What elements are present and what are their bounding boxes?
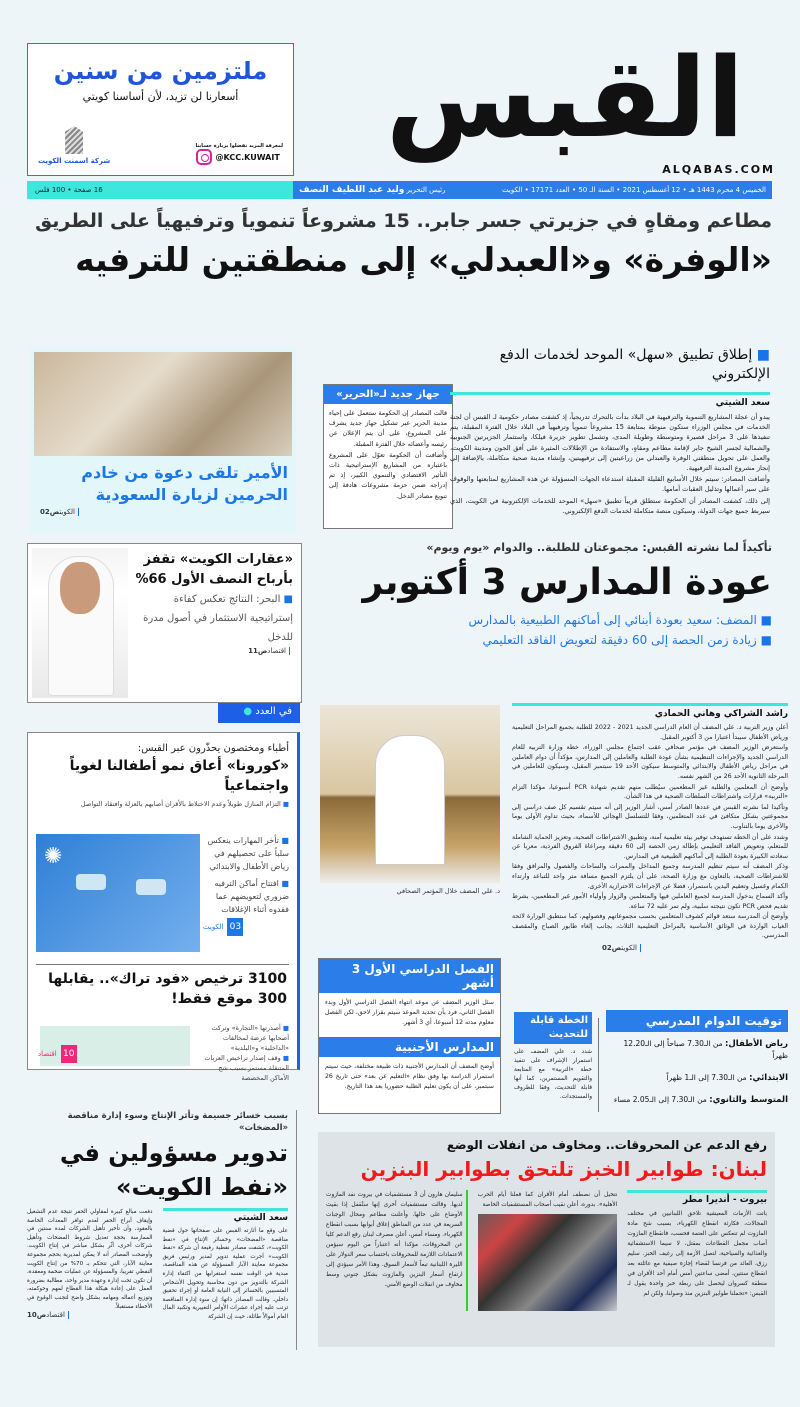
- amir-photo: [34, 352, 292, 456]
- lebanon-story: [318, 1132, 775, 1347]
- lebanon-body-col1: باتت الأزمات المعيشية تلاحق اللبنانيين في مختلف المجالات، فكارثة انقطاع الكهرباء، بسبب شح مادة المازوت لم تنعكس على العتمة فحسب، فانقطاع المازوت أصاب مجمل القطاعات بمقتل، لا سيما الاستشفائية والغذائية والسياحية، لتصل الأزمة إلى رغيف الخبز. سليم رزق، العائد من فرنسا لقضاء إجازة صيفية مع عائلته بعد انقطاع سنتين، أمضى ساعتين أمس أمام أحد الأفران في منطقة كسروان ليحصل على ربطة خبز واحدة يقول لـ القبس: «تحملنا طوابير البنزين منذ وصولنا، ولكن لم: [627, 1211, 767, 1297]
- instagram-icon: [196, 149, 212, 165]
- foodtruck-headline[interactable]: 3100 ترخيص «فود تراك».. يقابلها 300 موقع فقط!: [48, 971, 287, 1007]
- silk-body-1: قالت المصادر إن الحكومة ستعمل على إحياء مدينة الحرير عبر تشكيل جهاز جديد يشرف على المشروع، على أن يتم الإعلان عن رئيسه وأعضائه خلال الفترة المقبلة.: [329, 409, 447, 448]
- corona-headline[interactable]: «كورونا» أعاق نمو أطفالنا لغوياً واجتماعياً: [69, 758, 289, 794]
- real-estate-headline[interactable]: «عقارات الكويت» تقفز بأرباح النصف الأول 66%: [135, 552, 293, 587]
- section-label: اقتصاد: [46, 1311, 69, 1319]
- lead-headline[interactable]: «الوفرة» و«العبدلي» إلى منطقتين للترفيه: [75, 240, 772, 279]
- timing-value: من الـ7.30 إلى الـ1 ظهراً: [666, 1073, 747, 1082]
- divider: [598, 1018, 599, 1112]
- plan-box: [514, 1012, 592, 1102]
- timing-label: المتوسط والثانوي:: [709, 1095, 788, 1105]
- timing-row: [606, 1094, 788, 1106]
- children-masks-photo: [36, 834, 200, 952]
- real-estate-story[interactable]: [27, 543, 302, 703]
- foodtruck-side-bullet: ■ وقف إصدار تراخيص العربات المتنقلة مستمر بسبب شح الأماكن المخصصة: [203, 1053, 289, 1083]
- website-url[interactable]: ALQABAS.COM: [662, 163, 775, 176]
- schools-body: وأكد السماح بدخول المدرسة لجميع العاملين فيها والمتعلمين والزوار وأولياء الأمور غير المطعمين، بشرط تقديم فحص PCR تكون نتيجته سلبية، ولم تمر عليه 72 ساعة.: [512, 893, 788, 910]
- lead-author: سعد الشيتي: [715, 398, 770, 408]
- virus-icon: ✺: [44, 844, 63, 869]
- schools-body: وأوضح أن المدرسة ستعد قوائم كشوف المتعلمين بحسب مجموعاتهم وفصولهم، كما ستطبق الوزارة لائحة الغياب الواردة في الوثائق الأساسية بالمراحل التعليمية الثلاث، بجانب إلغاء طابور الصباح والمقصف المدرسي.: [512, 913, 788, 940]
- lead-bullet: ■ إطلاق تطبيق «سهل» الموحد لخدمات الدفع الإلكتروني: [450, 346, 770, 384]
- page-number: ص11: [248, 647, 268, 655]
- amir-page-ref: [30, 508, 296, 516]
- section-label: اقتصاد: [38, 1050, 57, 1058]
- section-label: الكويت: [621, 944, 641, 952]
- lebanon-kicker: رفع الدعم عن المحروقات.. ومخاوف من انفلات الوضع: [446, 1138, 767, 1152]
- sun-icon: ●: [243, 706, 253, 717]
- editor-name: وليد عبد اللطيف النصف: [299, 185, 405, 195]
- pages-price: 16 صفحة • 100 فلس: [35, 186, 103, 194]
- corona-kicker: أطباء ومختصون يحذّرون عبر القبس:: [137, 743, 289, 754]
- page-number[interactable]: 10: [61, 1045, 77, 1063]
- lead-kicker: مطاعم ومقاهٍ في جزيرتي جسر جابر.. 15 مشروعاً تنموياً وترفيهياً على الطريق: [35, 210, 772, 232]
- section-label: اقتصاد: [267, 647, 290, 655]
- oil-kicker: بسبب خسائر جسيمة وتأثر الإنتاج وسوء إدارة مناقصة «المضخات»: [67, 1111, 288, 1133]
- photo-caption: د. علي المضف خلال المؤتمر الصحافي: [396, 887, 500, 895]
- schools-body: وأوضح أن المعلمين والطلبة غير المطعمين سيُطلب منهم تقديم شهادة PCR أسبوعيا، مؤكدا التزام «التربية» قرارات واشتراطات السلطات الصحية في هذا الشأن.: [512, 783, 788, 801]
- page-number: ص02: [602, 944, 622, 953]
- foodtruck-side-bullet: ■ أصدرتها «التجارة» وتركت أصحابها عرضة لمخالفات «الداخلية» و«البلدية»: [203, 1023, 289, 1053]
- oil-body-col2: دفعت مبالغ كبيرة لمقاولي الحفر نتيجة عدم التشغيل وإيقاف أبراج الحفر لعدم توافر المعدات الخاصة بالعقود، وأن تأخير تأهيل الشركات لمدة سنتين في الممارسة بحجة تعديل شروط المضخات وتأهيل شركات أخرى، أثّر بشكل مباشر في إنتاج الكويت. وأوضحت المصادر أنه لا يمكن لمديرية بحجم مجموعة معاينة الآبار، التي تتحكم بـ 70% من إنتاج الكويت النفطي تقريبا، والمسؤولة عن عمليات ضخمة ومعقدة، أن تكون تحت إدارة وعهدة مدير واحد، مطالبة بضرورة العمل على إعادة هيكلة هذا القطاع لمهم وحوكمته، وتوزيع أعماله ومهامه بشكل واضح لتجنب الوقوع في الأخطاء مستقبلاً.: [27, 1209, 153, 1310]
- section-label: الكويت: [59, 508, 79, 516]
- kcc-logo-icon: [65, 126, 83, 154]
- lead-heading-block: [27, 207, 772, 285]
- page-number[interactable]: 03: [227, 918, 243, 936]
- foreign-schools-title: المدارس الأجنبية: [319, 1037, 500, 1057]
- timing-label: الابتدائي:: [749, 1073, 788, 1083]
- ad-headline: ملتزمين من سنين: [53, 57, 268, 85]
- minister-photo: [320, 705, 500, 883]
- silk-body-2: وأضافت أن الحكومة تعوّل على المشروع باعتباره من المشاريع الإستراتيجية ذات التأثير الاقتصادي والتنموي الكبير، إذ تم إدراجه ضمن حزمة مشروعات هادفة إلى تنويع مصادر الدخل.: [329, 450, 447, 500]
- ad-tagline: أسعارنا لن تزيد، لأن أساسنا كويتي: [82, 90, 239, 103]
- lebanon-author: بيروت - أنديرا مطر: [682, 1195, 767, 1205]
- in-issue-box: [27, 732, 300, 1082]
- oil-author: سعد الشيتي: [233, 1213, 288, 1223]
- queue-photo: [478, 1214, 618, 1311]
- section-label: الكويت: [203, 923, 224, 931]
- lebanon-body-col2: نتخيل أن نصطف أمام الأفران كما فعلنا أيام الحرب الأهلية». بدوره، أعلن نقيب أصحاب المستشفيات الخاصة: [477, 1192, 618, 1208]
- schools-headline[interactable]: عودة المدارس 3 أكتوبر: [362, 562, 772, 603]
- schools-body: واستعرض الوزير المضف في مؤتمر صحافي عقب اجتماع مجلس الوزراء، خطة وزارة التربية للعام الدراسي الجديد والإجراءات التنظيمية بشأن عودة الطلبة والعاملين إلى المدارس، مؤكداً أن دوام العاملين في مراحل رياض الأطفال والابتدائي والمتوسط سيكون الأحد 19 سبتمبر المقبل، وسيكون للعاملين في المرحلة الثانوية الأحد 26 من الشهر نفسه.: [512, 744, 788, 780]
- editor-label: رئيس التحرير: [406, 186, 446, 194]
- schools-heading-block: [310, 540, 772, 650]
- page-number: ص10: [27, 1311, 47, 1320]
- timing-row: [606, 1072, 788, 1084]
- timing-value: من الـ7.30 صباحاً إلى الـ12.20 ظهراً: [623, 1039, 788, 1060]
- schools-body: وذكر المضف أنه سيتم تنظيم المدرسة وجميع المداخل والممرات والساحات والفصول والمرافق وفقا للاشتراطات الصحية، بالتعاون مع وزارة الصحة، على أن يلتزم الجميع مسافة متر واحد للتباعد وارتداء الكمام وغسيل وتعقيم اليدين باستمرار، فضلا عن الإجراءات الاحترازية الأخرى.: [512, 863, 788, 890]
- schools-kicker: تأكيداً لما نشرته القبس: مجموعتان للطلبة.. والدوام «يوم ويوم»: [426, 541, 772, 554]
- schools-body: وشدد على أن الخطة تستهدف توفير بيئة تعليمية آمنة، وتطبيق الاشتراطات الصحية، وتعزيز الحماية الشاملة للمتعلم، وتعويض الفاقد التعليمي بإطالة زمن الحصة إلى 60 دقيقة ومراعاة الفروق الفردية، معربا عن سعادته الكبيرة بعودة الطلبة إلى أماكنهم الطبيعية في المدارس.: [512, 833, 789, 860]
- foreign-schools-body: أوضح المضف أن المدارس الأجنبية ذات طبيعة مختلفة، حيث سيتم استمرار الدراسة بها وفق نظام «التعليم عن بعد» حتى تاريخ 26 سبتمبر، على أن يكون تعليم الطلبة حضوريا بعد هذا التاريخ.: [325, 1063, 494, 1091]
- corona-side-bullet: ■ تأخر المهارات ينعكس سلباً على تحصيلهم في رياض الأطفال والابتدائي: [203, 834, 289, 873]
- timing-row: [606, 1038, 788, 1062]
- term-info-box: [318, 958, 501, 1114]
- kcc-advertisement[interactable]: [27, 43, 294, 176]
- silk-city-box: [323, 384, 453, 529]
- newspaper-logo[interactable]: [355, 34, 775, 176]
- in-issue-tab: [218, 703, 300, 723]
- lebanon-body-col3: سليمان هارون أن 3 مستشفيات في بيروت نفد المازوت لديها. وقالت مستشفيات أخرى إنها ستُقفل إذا بقيت الأوضاع على حالها. وأعلنت مطاعم ومحال الوجبات السريعة في عدد من المناطق إغلاق أبوابها بسبب انقطاع الكهرباء. ومساء أمس، أعلن مصرف لبنان رفع الدعم كليا عن المحروقات، مؤكدا أنه اعتباراً من اليوم سيؤمن الاعتمادات اللازمة للمحروقات باحتساب سعر الدولار على الليرة اللبنانية تبعاً لأسعار السوق. وهذا الأمر سيؤدي إلى ارتفاع أسعار البنزين والمازوت بشكل جنوني وسط مخاوف من انفلات الوضع الأمني.: [325, 1192, 463, 1288]
- amir-story[interactable]: [30, 348, 296, 533]
- lead-body-3: إلى ذلك، كشفت المصادر أن الحكومة ستطلق قريباً تطبيق «سهل» الموحد للخدمات الإلكترونية في الكويت، الذي سيربط جميع جهات الدولة، وسيكون منصة متكاملة لخدمات الدفع الإلكتروني.: [450, 496, 770, 515]
- author-divider: [627, 1190, 767, 1193]
- first-term-title: الفصل الدراسي الأول 3 أشهر: [319, 959, 500, 993]
- oil-body-col1: على وقع ما أثارته القبس على صفحاتها حول قضية مناقصة «المضخات» وخسائر الإنتاج في «نفط الكويت»، كشفت مصادر نفطية رفيعة أن شركة «نفط الكويت» أجرت عملية تدوير لمدير ورئيس فريق مجموعة معاينة الآبار المسؤولة عن هذه المناقصة، مبدية في الوقت نفسه استغرابها من اكتفاء إدارة الشركة بالتدوير من دون محاسبة وتحويل الأشخاص المتسببين بالخسائر إلى النيابة العامة أو إجراء تحقيق داخلي. وقالت المصادر ذاتها: إن سوء إدارة المناقصة ترتب عليه إجراء عشرات الأوامر التغييرية وتكبيد المال العام أموالاً طائلة، حيث إن الشركة: [162, 1228, 288, 1320]
- schools-bullet: ■ المضف: سعيد بعودة أبنائي إلى أماكنهم الطبيعية بالمدارس: [310, 610, 772, 630]
- schools-body: أعلن وزير التربية د. علي المضف أن العام الدراسي الجديد 2021 - 2022 للطلبة بجميع المراحل التعليمية ورياض الأطفال سيبدأ اعتبارا من 3 أكتوبر المقبل.: [512, 724, 788, 741]
- schools-article: [512, 703, 788, 952]
- instagram-handle[interactable]: @KCC.KUWAIT: [215, 152, 280, 162]
- author-divider: [512, 703, 788, 706]
- portrait-photo: [32, 548, 128, 698]
- plan-body: شدد د. علي المضف على استمرار الإشراف على تنفيذ خطة «التربية» مع المتابعة والتقويم المستمرين، كما أنها قابلة للتحديث، وفقا للظروف والمستجدات.: [514, 1049, 592, 1100]
- real-estate-sub: ■ البحر: النتائج تعكس كفاءة إستراتيجية الاستثمار في أصول مدرة للدخل: [128, 590, 293, 647]
- date-bar: [27, 181, 772, 199]
- divider: [36, 964, 289, 965]
- lead-article: [450, 346, 770, 517]
- amir-headline[interactable]: الأمير تلقى دعوة من خادم الحرمين لزيارة السعودية: [81, 463, 288, 504]
- schools-author: راشد الشراكي وهاني الحمادي: [654, 709, 788, 719]
- plan-title: الخطة قابلة للتحديث: [514, 1012, 592, 1044]
- issue-date: الخميس 4 محرم 1443 هـ • 12 أغسطس 2021 • السنة الـ 50 • العدد 17171 • الكويت: [502, 186, 766, 194]
- school-timing-box: [606, 1010, 788, 1116]
- page-number: ص02: [40, 508, 60, 516]
- in-issue-label: في العدد: [255, 706, 292, 717]
- timing-label: رياض الأطفال:: [724, 1039, 788, 1049]
- corona-side-bullet: ■ افتتاح أماكن الترفيه ضروري لتعويضهم عما فقدوه أثناء الإغلاقات: [203, 877, 289, 916]
- lead-body-1: يبدو أن عجلة المشاريع التنموية والترفيهية في البلاد بدأت بالتحرك تدريجياً، إذ كشفت مصادر حكومية لـ القبس أن لجنة الخدمات في مجلس الوزراء ستكون منوطة بمتابعة 15 مشروعاً تنموياً وترفيهياً في البلاد خلال الفترة المقبلة، يتم تنفيذها على 3 مراحل قصيرة ومتوسطة وطويلة المدى، وتشمل تطوير جزيرة فيلكا، واستثمار الجزيرتين الجنوبية والشمالية لجسر الشيخ جابر لإقامة مطاعم ومقاهٍ، والاستفادة من الإطلالات المثيرة على أفق الجون ومدينة الكويت، والعمل على تحويل منطقتي الوفرة والعبدلي من زراعيتين إلى ترفيهيتين، وإنشاء مدينة صحية متكاملة، بالإضافة إلى إنجاز مشروع المدينة الترفيهية.: [450, 413, 771, 473]
- schools-bullets: [310, 610, 772, 650]
- corona-bullet: ■ التزام المنازل طويلاً وعدم الاختلاط بالأقران أصابهم بالعزلة وافتقاد التواصل: [28, 796, 297, 812]
- oil-headline[interactable]: تدوير مسؤولين في «نفط الكويت»: [59, 1139, 288, 1201]
- ad-company: شركة اسمنت الكويت: [38, 157, 111, 165]
- first-term-body: سئل الوزير المضف عن موعد انتهاء الفصل الدراسي الأول وبدء الفصل الثاني، فرد بأن تحديد الموعد سيتم بقرار لاحق، لكن الفصل معلوم مدته 12 أسبوعا، أي 3 أشهر.: [325, 999, 494, 1027]
- silk-box-title: جهاز جديد لـ«الحرير»: [324, 385, 452, 404]
- author-divider: [163, 1208, 289, 1211]
- lebanon-headline[interactable]: لبنان: طوابير الخبز تلتحق بطوابير البنزين: [360, 1157, 767, 1181]
- timing-title: توقيت الدوام المدرسي: [606, 1010, 788, 1032]
- ad-follow-text: لمعرفة المزيد تفضلوا بزيارة حسابنا: [195, 143, 283, 149]
- schools-body: وتأكيدا لما نشرته القبس في عددها الصادر أمس، أشار الوزير إلى أنه سيتم تقسيم كل صف دراسي إلى مجموعتين بشكل متكافئ في عدد المتعلمين، وفقا للتسلسل الهجائي للأسماء، بحيث تداوم الأولى يوما والأخرى يوما بالتناوب.: [512, 803, 788, 830]
- lead-body-2: وأضافت المصادر: سيتم خلال الأسابيع القليلة المقبلة استدعاء الجهات المسؤولة عن هذه المشاريع لمتابعتها والوقوف على سير أعمالها وتذليل العقبات أمامها.: [450, 475, 770, 494]
- timing-value: من الـ7.30 إلى الـ2.05 مساء: [613, 1095, 707, 1104]
- author-divider: [450, 392, 770, 395]
- oil-story: [27, 1110, 297, 1350]
- schools-bullet: ■ زيادة زمن الحصة إلى 60 دقيقة لتعويض الفاقد التعليمي: [310, 630, 772, 650]
- logo-text: القبس: [385, 34, 745, 162]
